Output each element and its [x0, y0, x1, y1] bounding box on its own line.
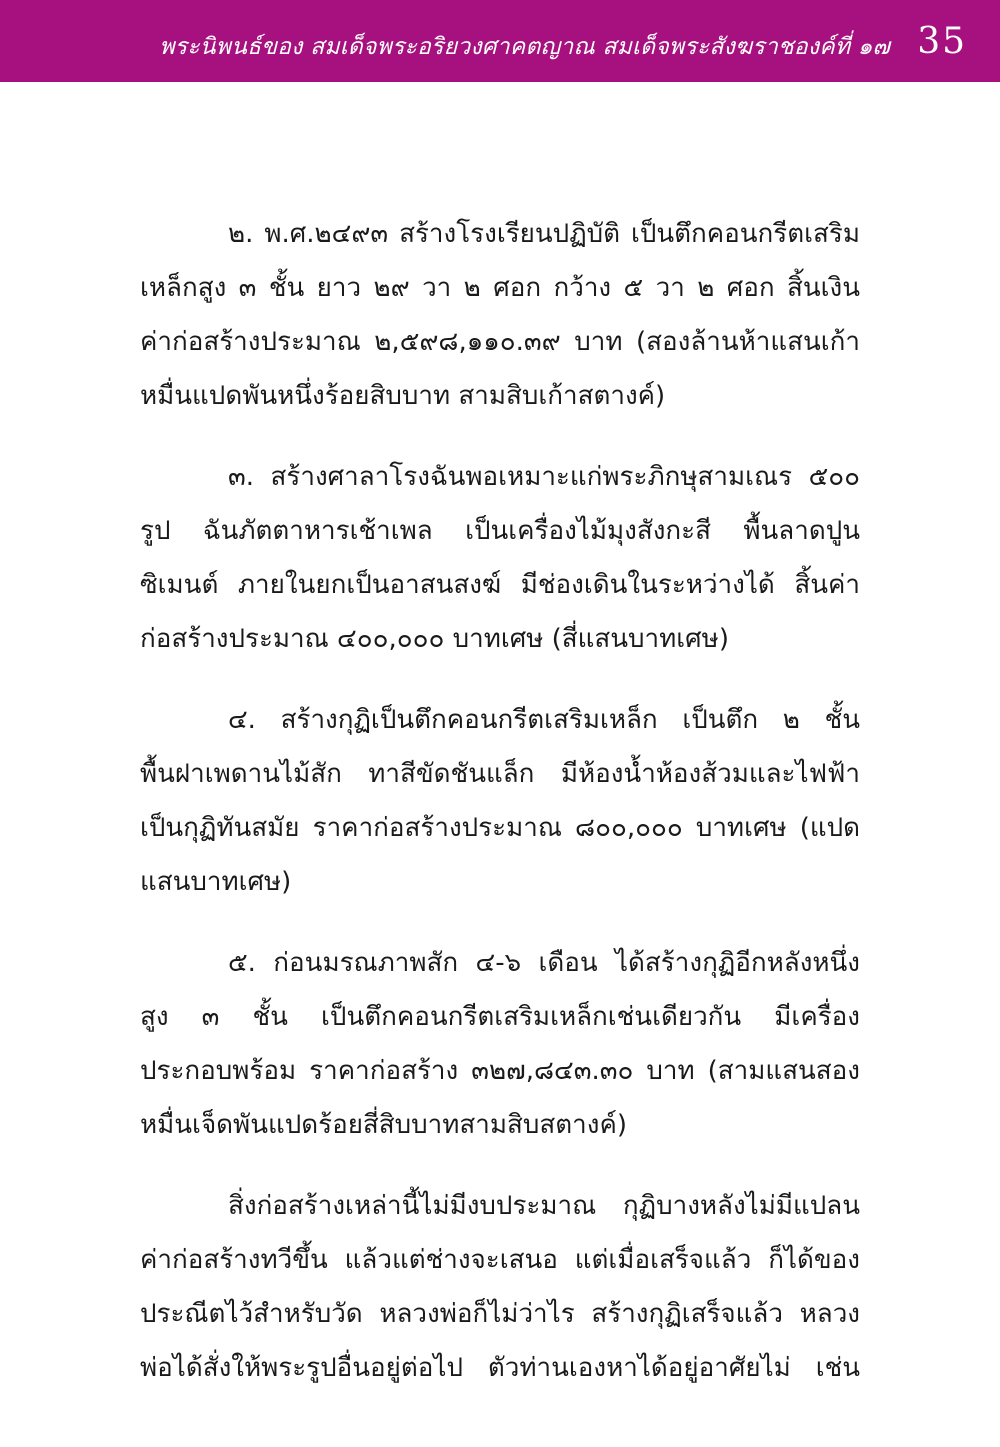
text-line: ๓. สร้างศาลาโรงฉันพอเหมาะแก่พระภิกษุสามเณร ๕๐๐: [228, 462, 860, 492]
text-line: ประณีตไว้สำหรับวัด หลวงพ่อก็ไม่ว่าไร สร้างกุฏิเสร็จแล้ว หลวง: [140, 1299, 860, 1329]
text-line: ซิเมนต์ ภายในยกเป็นอาสนสงฆ์ มีช่องเดินในระหว่างได้ สิ้นค่า: [140, 570, 860, 600]
text-line: พ่อได้สั่งให้พระรูปอื่นอยู่ต่อไป ตัวท่านเองหาได้อยู่อาศัยไม่ เช่น: [140, 1353, 860, 1383]
paragraph-closing: [140, 1179, 860, 1395]
text-line: สิ่งก่อสร้างเหล่านี้ไม่มีงบประมาณ กุฏิบางหลังไม่มีแปลน: [228, 1191, 860, 1221]
header-band: [0, 0, 1000, 82]
text-line: ประกอบพร้อม ราคาก่อสร้าง ๓๒๗,๘๔๓.๓๐ บาท (สามแสนสอง: [140, 1056, 860, 1086]
text-line: ๔. สร้างกุฏิเป็นตึกคอนกรีตเสริมเหล็ก เป็นตึก ๒ ชั้น: [228, 705, 860, 735]
running-header-title: พระนิพนธ์ของ สมเด็จพระอริยวงศาคตญาณ สมเด็จพระสังฆราชองค์ที่ ๑๗: [159, 34, 890, 60]
text-line: เหล็กสูง ๓ ชั้น ยาว ๒๙ วา ๒ ศอก กว้าง ๕ วา ๒ ศอก สิ้นเงิน: [140, 273, 860, 303]
paragraph-item-4: [140, 693, 860, 909]
text-line: ค่าก่อสร้างประมาณ ๒,๕๙๘,๑๑๐.๓๙ บาท (สองล้านห้าแสนเก้า: [140, 327, 860, 357]
text-line: หมื่นแปดพันหนึ่งร้อยสิบบาท สามสิบเก้าสตางค์): [140, 381, 666, 411]
text-line: พื้นฝาเพดานไม้สัก ทาสีขัดชันแล็ก มีห้องน้ำห้องส้วมและไฟฟ้า: [140, 759, 860, 789]
paragraph-item-2: [140, 207, 860, 423]
text-line: ๒. พ.ศ.๒๔๙๓ สร้างโรงเรียนปฏิบัติ เป็นตึกคอนกรีตเสริม: [228, 219, 860, 249]
text-line: เป็นกุฏิทันสมัย ราคาก่อสร้างประมาณ ๘๐๐,๐๐๐ บาทเศษ (แปด: [140, 813, 860, 843]
text-line: สูง ๓ ชั้น เป็นตึกคอนกรีตเสริมเหล็กเช่นเดียวกัน มีเครื่อง: [140, 1002, 860, 1032]
body-text: [140, 207, 860, 1422]
text-line: รูป ฉันภัตตาหารเช้าเพล เป็นเครื่องไม้มุงสังกะสี พื้นลาดปูน: [140, 516, 860, 546]
text-line: ค่าก่อสร้างทวีขึ้น แล้วแต่ช่างจะเสนอ แต่เมื่อเสร็จแล้ว ก็ได้ของ: [140, 1245, 860, 1275]
text-line: ก่อสร้างประมาณ ๔๐๐,๐๐๐ บาทเศษ (สี่แสนบาทเศษ): [140, 624, 729, 654]
paragraph-item-3: [140, 450, 860, 666]
text-line: หมื่นเจ็ดพันแปดร้อยสี่สิบบาทสามสิบสตางค์): [140, 1110, 627, 1140]
text-line: ๕. ก่อนมรณภาพสัก ๔-๖ เดือน ได้สร้างกุฏิอีกหลังหนึ่ง: [228, 948, 860, 978]
paragraph-item-5: [140, 936, 860, 1152]
text-line: แสนบาทเศษ): [140, 867, 292, 897]
page-number: 35: [917, 21, 967, 62]
